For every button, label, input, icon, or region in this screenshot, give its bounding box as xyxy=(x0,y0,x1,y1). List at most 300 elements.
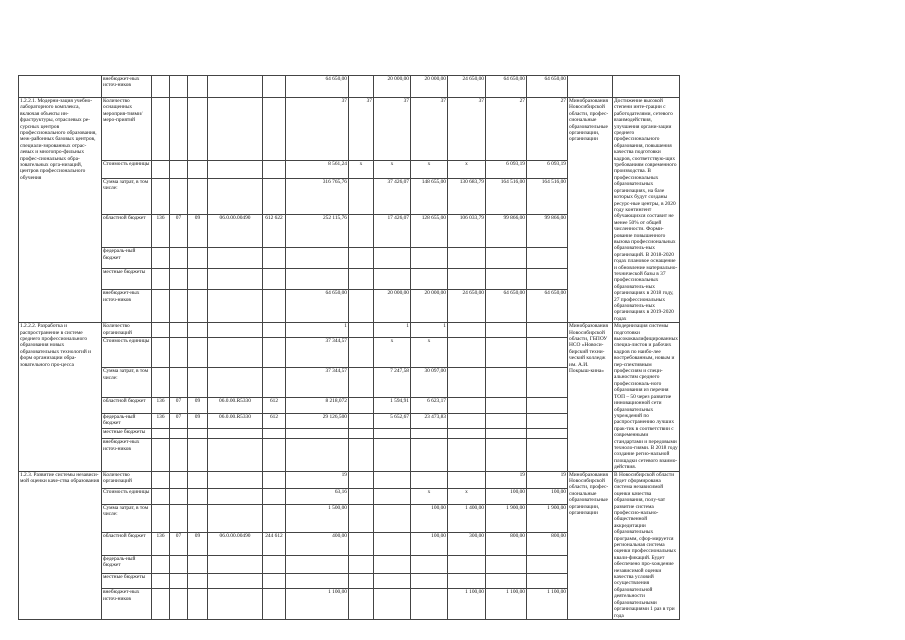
value-cell: 100,00 xyxy=(411,532,448,555)
budget-code-cell xyxy=(152,269,170,290)
value-cell xyxy=(411,573,448,588)
budget-code-cell xyxy=(152,290,170,323)
indicator-cell: внебюджет-ных источ-ников xyxy=(102,439,152,471)
value-cell xyxy=(527,439,568,471)
value-cell xyxy=(448,269,486,290)
indicator-cell: местные бюджеты xyxy=(102,573,152,588)
value-cell: 1 400,00 xyxy=(448,504,486,532)
value-cell: 64 650,00 xyxy=(286,290,349,323)
budget-code-cell xyxy=(152,471,170,489)
value-cell: 20 000,00 xyxy=(411,290,448,323)
value-cell: 24 650,00 xyxy=(448,76,486,98)
budget-code-cell: 612 622 xyxy=(263,215,286,248)
budget-code-cell xyxy=(188,368,208,398)
budget-code-cell xyxy=(263,323,286,338)
value-cell: 23 473,83 xyxy=(411,413,448,428)
value-cell xyxy=(349,179,374,215)
value-cell: x xyxy=(411,489,448,504)
value-cell: 64 650,00 xyxy=(486,290,527,323)
budget-code-cell xyxy=(170,248,188,269)
value-cell: 6 093,19 xyxy=(486,161,527,179)
budget-code-cell xyxy=(170,161,188,179)
value-cell xyxy=(349,573,374,588)
value-cell xyxy=(448,471,486,489)
value-cell: 164 516,00 xyxy=(527,179,568,215)
budget-code-cell: 07 xyxy=(170,215,188,248)
value-cell xyxy=(527,428,568,439)
indicator-cell: Количество организаций xyxy=(102,471,152,489)
value-cell: 19 xyxy=(486,471,527,489)
budget-code-cell xyxy=(152,98,170,161)
value-cell: 8 561,24 xyxy=(286,161,349,179)
budget-code-cell xyxy=(152,248,170,269)
value-cell: 20 000,00 xyxy=(411,76,448,98)
budget-code-cell xyxy=(263,76,286,98)
indicator-cell: областной бюджет xyxy=(102,215,152,248)
budget-code-cell xyxy=(170,76,188,98)
activity-cell: 1.2.2.1. Модерни-зация учебно-лабораторного комплекса, включая объекты ин-фраструктуры, отраслевых ре-сурсных центров профессионального образования, меж-районных базовых центров, специали-зированных отрас-левых и многопро-фильных профес-сиональных обра-зовательных орга-низаций, центров профессионального обучения xyxy=(19,98,102,323)
table-row xyxy=(19,248,889,269)
indicator-cell: внебюджет-ных источ-ников xyxy=(102,589,152,620)
value-cell xyxy=(349,439,374,471)
budget-code-cell xyxy=(208,489,263,504)
value-cell xyxy=(374,504,411,532)
value-cell: 37 426,07 xyxy=(374,179,411,215)
budget-code-cell xyxy=(152,573,170,588)
value-cell xyxy=(349,215,374,248)
value-cell: 5 652,67 xyxy=(374,413,411,428)
budget-code-cell: 612 xyxy=(263,413,286,428)
value-cell xyxy=(486,248,527,269)
indicator-cell: Стоимость единицы xyxy=(102,489,152,504)
indicator-cell: областной бюджет xyxy=(102,398,152,413)
indicator-cell: Количество организаций xyxy=(102,323,152,338)
budget-code-cell xyxy=(188,98,208,161)
budget-code-cell: 136 xyxy=(152,398,170,413)
value-cell: 100,00 xyxy=(527,489,568,504)
budget-code-cell xyxy=(152,589,170,620)
budget-code-cell xyxy=(170,439,188,471)
budget-code-cell xyxy=(170,323,188,338)
value-cell xyxy=(286,428,349,439)
budget-code-cell xyxy=(152,338,170,368)
value-cell: 63,16 xyxy=(286,489,349,504)
table-row xyxy=(19,323,889,338)
value-cell: 1 900,00 xyxy=(527,504,568,532)
value-cell: 30 097,00 xyxy=(411,368,448,398)
executor-cell xyxy=(568,76,613,98)
value-cell xyxy=(448,439,486,471)
value-cell xyxy=(286,439,349,471)
budget-code-cell xyxy=(170,269,188,290)
value-cell xyxy=(349,471,374,489)
budget-code-cell: 244 612 xyxy=(263,532,286,555)
budget-code-cell: 07 xyxy=(170,532,188,555)
budget-code-cell xyxy=(263,338,286,368)
value-cell: 1 100,00 xyxy=(527,589,568,620)
indicator-cell: местные бюджеты xyxy=(102,428,152,439)
budget-code-cell xyxy=(263,269,286,290)
budget-code-cell xyxy=(188,290,208,323)
budget-code-cell xyxy=(152,439,170,471)
value-cell xyxy=(486,439,527,471)
indicator-cell: федераль-ный бюджет xyxy=(102,413,152,428)
budget-code-cell xyxy=(188,248,208,269)
value-cell: x xyxy=(374,338,411,368)
value-cell xyxy=(349,413,374,428)
budget-code-cell xyxy=(170,589,188,620)
budget-code-cell xyxy=(152,323,170,338)
budget-code-cell xyxy=(188,269,208,290)
activity-cell: 1.2.3. Развитие системы независи-мой оценки каче-ства образования xyxy=(19,471,102,619)
value-cell: 1 xyxy=(286,323,349,338)
value-cell xyxy=(527,338,568,368)
value-cell: 1 xyxy=(411,323,448,338)
budget-code-cell xyxy=(263,471,286,489)
value-cell: x xyxy=(448,161,486,179)
budget-code-cell: 612 xyxy=(263,398,286,413)
indicator-cell: Сумма затрат, в том числе: xyxy=(102,179,152,215)
budget-code-cell xyxy=(208,439,263,471)
value-cell: 99 866,00 xyxy=(527,215,568,248)
value-cell xyxy=(286,248,349,269)
value-cell: 1 100,00 xyxy=(286,589,349,620)
value-cell: 106 033,79 xyxy=(448,215,486,248)
budget-code-cell: 09 xyxy=(188,398,208,413)
budget-code-cell xyxy=(188,573,208,588)
table-row xyxy=(19,179,889,215)
table-row xyxy=(19,504,889,532)
budget-code-cell: 136 xyxy=(152,413,170,428)
table-row xyxy=(19,489,889,504)
value-cell xyxy=(374,269,411,290)
value-cell xyxy=(411,589,448,620)
value-cell xyxy=(374,589,411,620)
budget-code-cell xyxy=(170,428,188,439)
budget-code-cell xyxy=(152,555,170,573)
value-cell: x xyxy=(411,161,448,179)
budget-code-cell xyxy=(188,589,208,620)
executor-cell: Минобразования Новосибирской области, ГБПОУ НСО «Новоси-бирский техни-ческий колледж им. А.И. Покрыш-кина» xyxy=(568,323,613,471)
value-cell xyxy=(374,532,411,555)
budget-code-cell: 06.0.00.00490 xyxy=(208,532,263,555)
indicator-cell: Сумма затрат, в том числе: xyxy=(102,504,152,532)
budget-code-cell: 136 xyxy=(152,532,170,555)
budget-code-cell xyxy=(263,589,286,620)
value-cell xyxy=(527,368,568,398)
budget-code-cell xyxy=(188,439,208,471)
table-row xyxy=(19,555,889,573)
value-cell: 19 xyxy=(286,471,349,489)
value-cell xyxy=(448,573,486,588)
result-cell: Модернизация системы подготовки высококвалифицированных специа-листов и рабочих кадров по наибо-лее востребованным, новым и пер-спективным профессиям и специ-альностям среднего профессиональ-ного образования из перечня ТОП – 50 через развитие инновационной сети образовательных учреждений по распространению лучших прак-тик в соответствии с современными стандартами и передовыми техноло-гиями. В 2018 году создание регио-нальной площадки сетевого взаимо-действия. xyxy=(614,323,678,471)
value-cell: 164 516,00 xyxy=(486,179,527,215)
budget-code-cell xyxy=(208,555,263,573)
value-cell: 19 xyxy=(527,471,568,489)
value-cell xyxy=(527,269,568,290)
value-cell xyxy=(486,428,527,439)
budget-code-cell xyxy=(208,323,263,338)
indicator-cell: Стоимость единицы xyxy=(102,338,152,368)
budget-code-cell xyxy=(188,161,208,179)
value-cell xyxy=(527,555,568,573)
value-cell xyxy=(486,555,527,573)
value-cell xyxy=(411,269,448,290)
value-cell: 99 866,00 xyxy=(486,215,527,248)
table-row xyxy=(19,290,889,323)
budget-code-cell xyxy=(188,489,208,504)
value-cell: 128 655,00 xyxy=(411,215,448,248)
value-cell xyxy=(411,439,448,471)
budget-code-cell xyxy=(188,504,208,532)
value-cell: x xyxy=(349,161,374,179)
result-cell xyxy=(613,76,680,98)
table-row xyxy=(19,413,889,428)
value-cell xyxy=(448,413,486,428)
value-cell xyxy=(374,439,411,471)
value-cell xyxy=(349,76,374,98)
budget-code-cell: 09 xyxy=(188,215,208,248)
value-cell xyxy=(349,323,374,338)
budget-code-cell xyxy=(263,439,286,471)
value-cell: 29 126,500 xyxy=(286,413,349,428)
table-row xyxy=(19,398,889,413)
value-cell xyxy=(286,269,349,290)
value-cell: 6 093,19 xyxy=(527,161,568,179)
table-row xyxy=(19,532,889,555)
table-row xyxy=(19,428,889,439)
budget-code-cell xyxy=(263,504,286,532)
value-cell: 1 100,00 xyxy=(486,589,527,620)
value-cell xyxy=(527,323,568,338)
value-cell: 64 650,00 xyxy=(486,76,527,98)
value-cell xyxy=(448,428,486,439)
budget-code-cell: 06.0.00.R5330 xyxy=(208,398,263,413)
activity-cell: 1.2.2.2. Разработка и распространение в системе среднего профессионального образования новых образовательных технологий и форм организации обра-зовательного про-цесса xyxy=(19,323,102,471)
value-cell xyxy=(527,413,568,428)
value-cell xyxy=(349,489,374,504)
budget-code-cell xyxy=(170,290,188,323)
value-cell: 27 xyxy=(486,98,527,161)
indicator-cell: Количество оснащенных мероприя-тиями/меро-приятий xyxy=(102,98,152,161)
value-cell: 64 650,00 xyxy=(527,290,568,323)
budget-code-cell xyxy=(208,368,263,398)
value-cell: 17 426,07 xyxy=(374,215,411,248)
result-cell: В Новосибирской области будет сформирована система независимой оценки качества образования, полу-чат развитие система профессио-нально-общественной аккредитации образовательных программ, сфор-мируется региональная система оценки профессиональных квали-фикаций. Будет обеспечено про-хождение независимой оценки качества условий осуществления образовательной деятельности образовательными организациями 1 раз в три года xyxy=(613,471,680,619)
budget-code-cell xyxy=(208,589,263,620)
budget-code-cell xyxy=(152,161,170,179)
value-cell xyxy=(374,489,411,504)
value-cell xyxy=(349,398,374,413)
value-cell xyxy=(286,573,349,588)
value-cell: x xyxy=(411,338,448,368)
program-table xyxy=(18,75,889,620)
table-row xyxy=(19,98,889,161)
budget-code-cell xyxy=(263,428,286,439)
budget-code-cell xyxy=(170,338,188,368)
value-cell xyxy=(374,471,411,489)
budget-code-cell xyxy=(152,76,170,98)
activity-cell xyxy=(19,76,102,98)
budget-code-cell xyxy=(208,338,263,368)
budget-code-cell xyxy=(188,323,208,338)
budget-code-cell xyxy=(208,269,263,290)
budget-code-cell xyxy=(263,290,286,323)
value-cell xyxy=(448,368,486,398)
value-cell xyxy=(486,573,527,588)
value-cell: x xyxy=(448,489,486,504)
budget-code-cell xyxy=(263,161,286,179)
budget-code-cell xyxy=(263,98,286,161)
value-cell: 64 650,00 xyxy=(527,76,568,98)
table-row xyxy=(19,76,889,98)
indicator-cell: местные бюджеты xyxy=(102,269,152,290)
indicator-cell: федераль-ный бюджет xyxy=(102,248,152,269)
table-row xyxy=(19,439,889,471)
value-cell xyxy=(349,338,374,368)
budget-code-cell xyxy=(152,489,170,504)
budget-code-cell xyxy=(152,504,170,532)
value-cell: 37 xyxy=(448,98,486,161)
value-cell: 1 900,00 xyxy=(486,504,527,532)
indicator-cell: внебюджет-ных источ-ников xyxy=(102,76,152,98)
budget-code-cell xyxy=(263,179,286,215)
value-cell xyxy=(527,398,568,413)
value-cell: 27 xyxy=(527,98,568,161)
budget-code-cell xyxy=(152,179,170,215)
budget-code-cell xyxy=(170,504,188,532)
value-cell xyxy=(411,428,448,439)
value-cell xyxy=(349,555,374,573)
value-cell: x xyxy=(374,161,411,179)
budget-code-cell xyxy=(188,471,208,489)
value-cell xyxy=(486,413,527,428)
value-cell xyxy=(349,428,374,439)
indicator-cell: областной бюджет xyxy=(102,532,152,555)
value-cell: 148 655,00 xyxy=(411,179,448,215)
budget-code-cell xyxy=(170,98,188,161)
value-cell: 6 623,17 xyxy=(411,398,448,413)
value-cell xyxy=(349,269,374,290)
value-cell: 37 xyxy=(374,98,411,161)
value-cell xyxy=(349,248,374,269)
value-cell: 1 100,00 xyxy=(448,589,486,620)
value-cell xyxy=(448,248,486,269)
budget-code-cell xyxy=(170,555,188,573)
budget-code-cell: 06.0.00.R5330 xyxy=(208,413,263,428)
value-cell: 300,00 xyxy=(448,532,486,555)
value-cell: 8 218,072 xyxy=(286,398,349,413)
value-cell: 37 xyxy=(349,98,374,161)
table-row xyxy=(19,338,889,368)
budget-code-cell xyxy=(263,368,286,398)
budget-code-cell xyxy=(188,179,208,215)
table-row xyxy=(19,368,889,398)
budget-code-cell xyxy=(263,573,286,588)
value-cell xyxy=(448,555,486,573)
value-cell xyxy=(527,248,568,269)
budget-code-cell xyxy=(188,555,208,573)
value-cell: 20 000,00 xyxy=(374,290,411,323)
budget-code-cell: 136 xyxy=(152,215,170,248)
value-cell xyxy=(349,532,374,555)
budget-code-cell xyxy=(208,179,263,215)
budget-code-cell xyxy=(170,489,188,504)
value-cell: 20 000,00 xyxy=(374,76,411,98)
budget-code-cell xyxy=(208,573,263,588)
table-row xyxy=(19,161,889,179)
value-cell xyxy=(411,555,448,573)
value-cell: 37 344,57 xyxy=(286,338,349,368)
value-cell xyxy=(349,589,374,620)
value-cell: 400,00 xyxy=(286,532,349,555)
budget-code-cell: 06.0.00.00490 xyxy=(208,215,263,248)
indicator-cell: Стоимость единицы xyxy=(102,161,152,179)
value-cell xyxy=(448,398,486,413)
budget-code-cell xyxy=(208,428,263,439)
table-row xyxy=(19,215,889,248)
budget-code-cell xyxy=(263,555,286,573)
value-cell xyxy=(486,269,527,290)
value-cell xyxy=(374,428,411,439)
value-cell: 37 344,57 xyxy=(286,368,349,398)
value-cell: 37 xyxy=(411,98,448,161)
value-cell: 800,00 xyxy=(486,532,527,555)
value-cell xyxy=(486,323,527,338)
table-row xyxy=(19,269,889,290)
budget-code-cell xyxy=(170,179,188,215)
budget-code-cell xyxy=(188,76,208,98)
budget-code-cell: 07 xyxy=(170,413,188,428)
indicator-cell: внебюджет-ных источ-ников xyxy=(102,290,152,323)
value-cell xyxy=(411,248,448,269)
budget-code-cell xyxy=(208,290,263,323)
budget-code-cell xyxy=(263,489,286,504)
value-cell xyxy=(286,555,349,573)
value-cell xyxy=(448,338,486,368)
result-cell: Достижение высокой степени инте-грации с работодателями, сетевого взаимодействия, улучшения органи-зации среднего профессионального образования, повышения качества подготовки кадров, соответствую-щих требованиям современного производства. В профессиональных образовательных организациях, на базе которых будут созданы ресурс-ные центры, в 2020 году контингент обучающихся составит не менее 50% от общей численности. Форми-рование повышенного вызова профессиональных образователь-ных организаций. В 2018-2020 годах плановое оснащение и обновление материально-технической базы в 37 профессиональных образователь-ных организациях в 2018 году, 27 профессиональных образователь-ных организациях в 2019-2020 годах xyxy=(613,98,680,323)
value-cell xyxy=(374,248,411,269)
value-cell xyxy=(486,338,527,368)
value-cell: 316 765,76 xyxy=(286,179,349,215)
table-row xyxy=(19,589,889,620)
value-cell: 37 xyxy=(286,98,349,161)
value-cell xyxy=(349,368,374,398)
budget-code-cell xyxy=(208,248,263,269)
executor-cell: Минобразования Новосибирской области, профес-сиональные образовательные организации, организации xyxy=(568,98,613,323)
budget-code-cell: 09 xyxy=(188,413,208,428)
budget-code-cell xyxy=(263,248,286,269)
budget-code-cell xyxy=(208,161,263,179)
value-cell xyxy=(374,555,411,573)
value-cell: 24 650,00 xyxy=(448,290,486,323)
budget-code-cell xyxy=(208,471,263,489)
value-cell: 7 247,58 xyxy=(374,368,411,398)
value-cell xyxy=(486,368,527,398)
budget-code-cell xyxy=(152,368,170,398)
budget-code-cell xyxy=(208,98,263,161)
value-cell xyxy=(374,573,411,588)
value-cell xyxy=(349,290,374,323)
value-cell: 800,00 xyxy=(527,532,568,555)
table-row xyxy=(19,471,889,489)
value-cell: 1 500,00 xyxy=(286,504,349,532)
value-cell: 64 650,00 xyxy=(286,76,349,98)
value-cell: 1 xyxy=(374,323,411,338)
budget-code-cell xyxy=(188,428,208,439)
value-cell: 100,00 xyxy=(486,489,527,504)
budget-code-cell: 09 xyxy=(188,532,208,555)
